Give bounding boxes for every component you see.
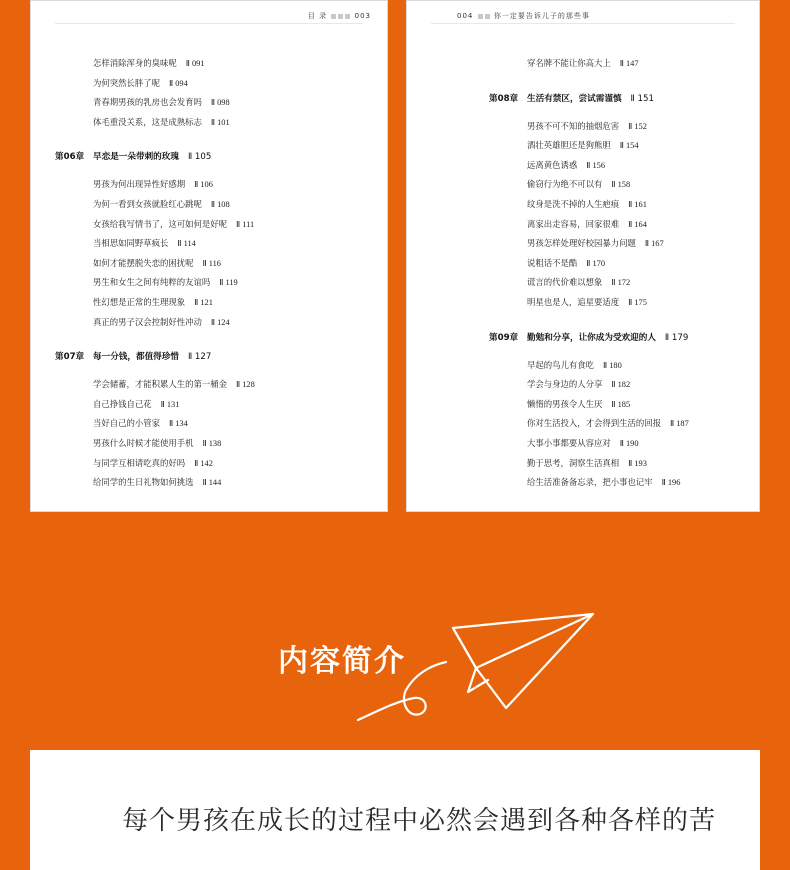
- toc-entry[interactable]: [93, 257, 221, 270]
- entry-title: 男孩什么时候才能使用手机: [93, 438, 194, 448]
- intro-card: [30, 750, 760, 870]
- entry-page-number: Ⅱ 154: [619, 141, 639, 151]
- entry-title: 男孩为何出现异性好感期: [93, 179, 186, 190]
- entry-title: 谎言的代价难以想象: [527, 277, 603, 288]
- entry-page-number: Ⅱ 190: [619, 439, 639, 448]
- toc-entry[interactable]: [93, 57, 205, 70]
- toc-entry[interactable]: [527, 417, 689, 430]
- toc-entry[interactable]: [93, 398, 179, 411]
- toc-entry[interactable]: [527, 237, 664, 250]
- toc-entry[interactable]: [527, 359, 622, 372]
- entry-page-number: Ⅱ 164: [628, 219, 647, 229]
- entry-page-number: Ⅱ 091: [185, 59, 205, 68]
- entry-title: 真正的男子汉会控制好性冲动: [93, 316, 202, 327]
- entry-page-number: Ⅱ 152: [628, 121, 647, 131]
- entry-title: 酒壮英雄胆还是狗熊胆: [527, 140, 611, 151]
- chapter-number: 第06章: [55, 152, 85, 163]
- entry-page-number: Ⅱ 121: [194, 298, 213, 307]
- toc-entry[interactable]: [527, 257, 605, 270]
- chapter-heading[interactable]: [489, 332, 688, 344]
- entry-title: 早起的鸟儿有食吃: [527, 359, 594, 370]
- chapter-title: 每一分钱，都值得珍惜: [93, 352, 179, 363]
- entry-page-number: Ⅱ 161: [628, 200, 647, 209]
- header-title: 你一定要告诉儿子的那些事: [493, 12, 590, 20]
- chapter-page-number: Ⅱ 105: [187, 152, 212, 163]
- toc-entry[interactable]: [93, 316, 230, 329]
- entry-title: 为何一看到女孩就脸红心跳呢: [93, 199, 202, 209]
- entry-title: 你对生活投入，才会得到生活的回报: [527, 418, 661, 429]
- entry-page-number: Ⅱ 175: [628, 298, 647, 307]
- entry-page-number: Ⅱ 128: [236, 380, 255, 390]
- entry-title: 离家出走容易，回家很难: [527, 218, 620, 229]
- toc-entry[interactable]: [93, 96, 230, 109]
- toc-entry[interactable]: [93, 476, 221, 489]
- entry-page-number: Ⅱ 114: [177, 239, 196, 249]
- entry-title: 为何突然长胖了呢: [93, 77, 160, 88]
- entry-title: 学会储蓄，才能积累人生的第一桶金: [93, 379, 227, 390]
- page-header: [308, 11, 371, 21]
- paper-plane-icon: [348, 600, 598, 730]
- toc-entry[interactable]: [527, 178, 630, 191]
- toc-entry[interactable]: [93, 296, 213, 309]
- toc-page-left: [30, 0, 388, 512]
- toc-entry[interactable]: [527, 476, 680, 489]
- toc-entry[interactable]: [93, 417, 188, 430]
- entry-title: 纹身是洗不掉的人生疤痕: [527, 199, 620, 209]
- entry-page-number: Ⅱ 196: [661, 478, 681, 488]
- entry-page-number: Ⅱ 193: [628, 458, 647, 468]
- toc-entry[interactable]: [527, 457, 647, 470]
- entry-title: 当好自己的小管家: [93, 418, 160, 429]
- entry-title: 男孩不可不知的抽烟危害: [527, 120, 620, 131]
- header-title: 目 录: [307, 12, 328, 20]
- chapter-title: 生活有禁区，尝试需谨慎: [527, 93, 622, 104]
- chapter-heading[interactable]: [55, 351, 211, 363]
- toc-entry[interactable]: [527, 437, 639, 450]
- entry-page-number: Ⅱ 111: [236, 219, 255, 229]
- chapter-number: 第07章: [55, 352, 85, 363]
- entry-title: 远离黄色诱惑: [527, 159, 578, 170]
- entry-page-number: Ⅱ 108: [210, 200, 230, 209]
- entry-page-number: Ⅱ 101: [210, 117, 230, 127]
- entry-title: 怎样消除浑身的臭味呢: [93, 58, 177, 68]
- chapter-title: 早恋是一朵带刺的玫瑰: [93, 152, 179, 163]
- toc-entry[interactable]: [93, 237, 196, 250]
- entry-page-number: Ⅱ 158: [611, 180, 631, 190]
- entry-title: 明星也是人，追星要适度: [527, 297, 620, 307]
- page-header: [457, 11, 590, 21]
- chapter-number: 第09章: [489, 332, 519, 343]
- toc-entry[interactable]: [527, 276, 630, 289]
- header-rule: [431, 23, 735, 24]
- entry-page-number: Ⅱ 167: [644, 239, 664, 249]
- entry-page-number: Ⅱ 147: [619, 59, 639, 68]
- entry-page-number: Ⅱ 187: [670, 419, 689, 429]
- entry-page-number: Ⅱ 182: [611, 380, 631, 390]
- toc-entry[interactable]: [93, 457, 213, 470]
- toc-entry[interactable]: [93, 178, 213, 191]
- chapter-heading[interactable]: [489, 93, 654, 105]
- entry-page-number: Ⅱ 119: [219, 278, 238, 288]
- toc-entry[interactable]: [93, 116, 230, 129]
- page-number: 004: [457, 12, 474, 20]
- entry-page-number: Ⅱ 172: [611, 278, 631, 288]
- toc-entry[interactable]: [527, 57, 639, 70]
- chapter-page-number: Ⅱ 179: [664, 332, 689, 343]
- chapter-heading[interactable]: [55, 151, 211, 163]
- entry-page-number: Ⅱ 138: [202, 439, 222, 448]
- entry-page-number: Ⅱ 116: [202, 258, 221, 268]
- chapter-page-number: Ⅱ 127: [187, 352, 212, 363]
- toc-entry[interactable]: [527, 198, 647, 211]
- entry-page-number: Ⅱ 106: [194, 180, 213, 190]
- entry-page-number: Ⅱ 180: [603, 360, 622, 370]
- toc-entry[interactable]: [527, 159, 605, 172]
- entry-page-number: Ⅱ 131: [160, 399, 180, 409]
- entry-title: 大事小事都要从容应对: [527, 438, 611, 448]
- section-title: 内容简介: [278, 644, 406, 679]
- toc-entry[interactable]: [527, 120, 647, 133]
- header-rule: [55, 23, 363, 24]
- entry-title: 勤于思考，洞察生活真相: [527, 457, 620, 468]
- toc-entry[interactable]: [527, 218, 647, 231]
- entry-title: 女孩给我写情书了，这可如何是好呢: [93, 218, 227, 229]
- toc-entry[interactable]: [93, 437, 221, 450]
- entry-page-number: Ⅱ 124: [210, 317, 230, 327]
- toc-entry[interactable]: [527, 139, 639, 152]
- entry-title: 自己挣钱自己花: [93, 398, 152, 409]
- toc-page-right: [406, 0, 760, 512]
- toc-entry[interactable]: [93, 77, 188, 90]
- chapter-number: 第08章: [489, 93, 519, 104]
- toc-entry[interactable]: [527, 378, 630, 391]
- intro-text: 每个男孩在成长的过程中必然会遇到各种各样的苦: [122, 806, 717, 836]
- entry-title: 说粗话不是酷: [527, 257, 578, 268]
- entry-title: 给生活准备备忘录，把小事也记牢: [527, 477, 653, 488]
- page-number: 003: [354, 12, 371, 20]
- entry-title: 男生和女生之间有纯粹的友谊吗: [93, 277, 211, 288]
- entry-page-number: Ⅱ 156: [586, 160, 606, 170]
- entry-title: 男孩怎样处理好校园暴力问题: [527, 238, 636, 249]
- entry-title: 懒惰的男孩令人生厌: [527, 398, 603, 409]
- entry-page-number: Ⅱ 185: [611, 399, 631, 409]
- toc-entry[interactable]: [527, 398, 630, 411]
- entry-title: 学会与身边的人分享: [527, 379, 603, 390]
- entry-title: 偷窃行为绝不可以有: [527, 179, 603, 190]
- entry-title: 青春期男孩的乳房也会发育吗: [93, 97, 202, 108]
- entry-title: 性幻想是正常的生理现象: [93, 297, 186, 307]
- entry-title: 与同学互相请吃真的好吗: [93, 457, 186, 468]
- entry-page-number: Ⅱ 170: [586, 258, 606, 268]
- entry-title: 体毛重没关系，这是成熟标志: [93, 116, 202, 127]
- entry-page-number: Ⅱ 134: [169, 419, 188, 429]
- entry-page-number: Ⅱ 142: [194, 458, 213, 468]
- entry-title: 当相思如同野草疯长: [93, 238, 169, 249]
- toc-entry[interactable]: [93, 218, 254, 231]
- toc-entry[interactable]: [93, 198, 230, 211]
- entry-page-number: Ⅱ 094: [169, 78, 188, 88]
- toc-entry[interactable]: [93, 276, 238, 289]
- entry-title: 如何才能摆脱失恋的困扰呢: [93, 257, 194, 268]
- entry-page-number: Ⅱ 144: [202, 478, 222, 488]
- chapter-title: 勤勉和分享，让你成为受欢迎的人: [527, 332, 656, 343]
- chapter-page-number: Ⅱ 151: [630, 93, 654, 104]
- toc-entry[interactable]: [93, 378, 255, 391]
- entry-title: 给同学的生日礼物如何挑选: [93, 477, 194, 488]
- entry-page-number: Ⅱ 098: [210, 98, 230, 108]
- toc-entry[interactable]: [527, 296, 647, 309]
- entry-title: 穿名牌不能让你高大上: [527, 58, 611, 68]
